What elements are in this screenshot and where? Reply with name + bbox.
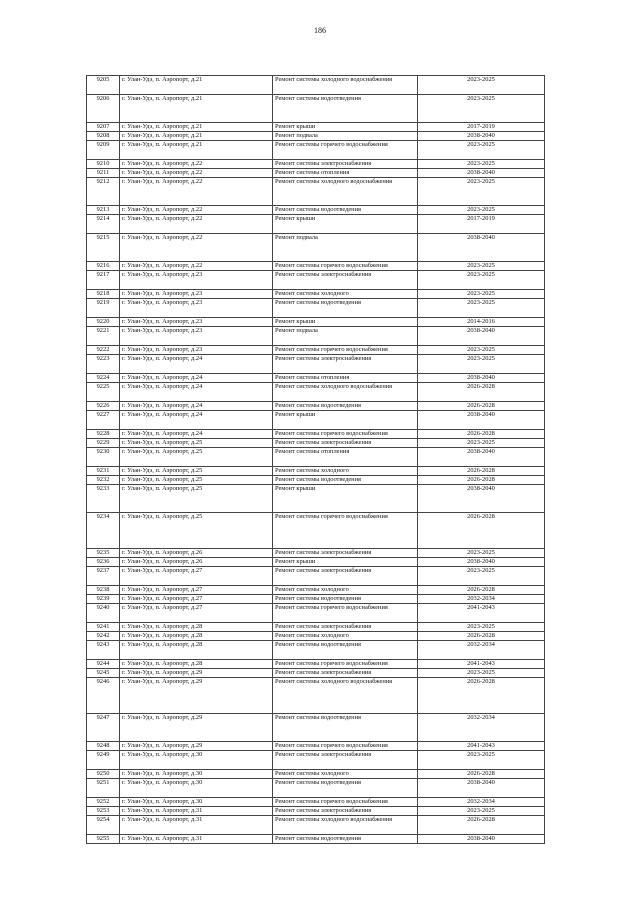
row-address: г. Улан-Удэ, п. Аэропорт, д.22 <box>120 178 273 206</box>
row-work-type: Ремонт системы холодного водоснабжения <box>273 383 418 402</box>
row-address: г. Улан-Удэ, п. Аэропорт, д.24 <box>120 374 273 383</box>
row-period: 2023-2025 <box>418 355 545 374</box>
row-address: г. Улан-Удэ, п. Аэропорт, д.22 <box>120 169 273 178</box>
row-work-type: Ремонт системы горячего водоснабжения <box>273 262 418 271</box>
row-address: г. Улан-Удэ, п. Аэропорт, д.25 <box>120 476 273 485</box>
row-address: г. Улан-Удэ, п. Аэропорт, д.22 <box>120 215 273 234</box>
row-work-type: Ремонт системы холодного водоснабжения <box>273 178 418 206</box>
row-number: 9213 <box>87 206 120 215</box>
row-period: 2023-2025 <box>418 751 545 770</box>
row-work-type: Ремонт системы водоотведения <box>273 95 418 123</box>
row-period: 2023-2025 <box>418 567 545 586</box>
row-work-type: Ремонт системы водоотведения <box>273 206 418 215</box>
row-address: г. Улан-Удэ, п. Аэропорт, д.25 <box>120 513 273 549</box>
row-work-type: Ремонт системы водоотведения <box>273 779 418 798</box>
row-number: 9239 <box>87 595 120 604</box>
row-address: г. Улан-Удэ, п. Аэропорт, д.25 <box>120 485 273 513</box>
row-number: 9223 <box>87 355 120 374</box>
table-row <box>87 816 545 835</box>
table-row <box>87 160 545 169</box>
row-period: 2038-2040 <box>418 835 545 844</box>
row-period: 2023-2025 <box>418 178 545 206</box>
table-row <box>87 632 545 641</box>
row-work-type: Ремонт системы горячего водоснабжения <box>273 513 418 549</box>
table-row <box>87 714 545 742</box>
row-number: 9214 <box>87 215 120 234</box>
row-address: г. Улан-Удэ, п. Аэропорт, д.27 <box>120 586 273 595</box>
table-row <box>87 346 545 355</box>
row-address: г. Улан-Удэ, п. Аэропорт, д.26 <box>120 558 273 567</box>
row-period: 2026-2028 <box>418 770 545 779</box>
row-address: г. Улан-Удэ, п. Аэропорт, д.21 <box>120 95 273 123</box>
row-number: 9216 <box>87 262 120 271</box>
row-work-type: Ремонт системы электроснабжения <box>273 669 418 678</box>
row-address: г. Улан-Удэ, п. Аэропорт, д.23 <box>120 271 273 290</box>
row-period: 2026-2028 <box>418 816 545 835</box>
row-address: г. Улан-Удэ, п. Аэропорт, д.27 <box>120 595 273 604</box>
row-work-type: Ремонт системы электроснабжения <box>273 355 418 374</box>
row-number: 9228 <box>87 430 120 439</box>
row-number: 9220 <box>87 318 120 327</box>
row-period: 2023-2025 <box>418 95 545 123</box>
table-row <box>87 476 545 485</box>
row-period: 2023-2025 <box>418 549 545 558</box>
row-work-type: Ремонт системы горячего водоснабжения <box>273 660 418 669</box>
row-work-type: Ремонт крыши <box>273 558 418 567</box>
row-work-type: Ремонт системы холодного <box>273 770 418 779</box>
row-number: 9218 <box>87 290 120 299</box>
row-number: 9229 <box>87 439 120 448</box>
table-row <box>87 807 545 816</box>
table-row <box>87 798 545 807</box>
table-row <box>87 485 545 513</box>
table-row <box>87 751 545 770</box>
row-work-type: Ремонт системы электроснабжения <box>273 807 418 816</box>
table-row <box>87 178 545 206</box>
row-number: 9227 <box>87 411 120 430</box>
row-number: 9209 <box>87 141 120 160</box>
row-work-type: Ремонт крыши <box>273 485 418 513</box>
table-row <box>87 234 545 262</box>
row-address: г. Улан-Удэ, п. Аэропорт, д.23 <box>120 327 273 346</box>
table-row <box>87 95 545 123</box>
table-row <box>87 402 545 411</box>
row-number: 9249 <box>87 751 120 770</box>
row-period: 2032-2034 <box>418 641 545 660</box>
row-period: 2017-2019 <box>418 215 545 234</box>
table-row <box>87 411 545 430</box>
row-work-type: Ремонт системы водоотведения <box>273 641 418 660</box>
table-row <box>87 779 545 798</box>
row-number: 9221 <box>87 327 120 346</box>
row-address: г. Улан-Удэ, п. Аэропорт, д.22 <box>120 160 273 169</box>
row-address: г. Улан-Удэ, п. Аэропорт, д.30 <box>120 751 273 770</box>
row-address: г. Улан-Удэ, п. Аэропорт, д.27 <box>120 567 273 586</box>
row-period: 2026-2028 <box>418 632 545 641</box>
row-number: 9254 <box>87 816 120 835</box>
row-work-type: Ремонт системы водоотведения <box>273 476 418 485</box>
row-period: 2038-2040 <box>418 779 545 798</box>
row-period: 2026-2028 <box>418 467 545 476</box>
row-work-type: Ремонт крыши <box>273 215 418 234</box>
row-number: 9240 <box>87 604 120 623</box>
row-work-type: Ремонт крыши <box>273 411 418 430</box>
row-work-type: Ремонт системы отопления <box>273 448 418 467</box>
row-number: 9245 <box>87 669 120 678</box>
row-address: г. Улан-Удэ, п. Аэропорт, д.30 <box>120 779 273 798</box>
row-number: 9224 <box>87 374 120 383</box>
row-work-type: Ремонт системы электроснабжения <box>273 567 418 586</box>
table-row <box>87 678 545 714</box>
row-work-type: Ремонт системы холодного <box>273 467 418 476</box>
table-row <box>87 215 545 234</box>
row-period: 2032-2034 <box>418 595 545 604</box>
row-address: г. Улан-Удэ, п. Аэропорт, д.29 <box>120 742 273 751</box>
row-period: 2023-2025 <box>418 262 545 271</box>
row-work-type: Ремонт системы холодного водоснабжения <box>273 816 418 835</box>
row-period: 2041-2043 <box>418 660 545 669</box>
row-number: 9248 <box>87 742 120 751</box>
row-period: 2023-2025 <box>418 206 545 215</box>
row-work-type: Ремонт системы горячего водоснабжения <box>273 604 418 623</box>
row-work-type: Ремонт системы горячего водоснабжения <box>273 141 418 160</box>
table-row <box>87 770 545 779</box>
row-work-type: Ремонт системы холодного водоснабжения <box>273 76 418 95</box>
row-number: 9246 <box>87 678 120 714</box>
row-address: г. Улан-Удэ, п. Аэропорт, д.23 <box>120 318 273 327</box>
row-number: 9250 <box>87 770 120 779</box>
row-period: 2038-2040 <box>418 169 545 178</box>
row-work-type: Ремонт системы горячего водоснабжения <box>273 430 418 439</box>
row-work-type: Ремонт системы электроснабжения <box>273 623 418 632</box>
table-row <box>87 206 545 215</box>
table-row <box>87 448 545 467</box>
row-period: 2026-2028 <box>418 476 545 485</box>
row-address: г. Улан-Удэ, п. Аэропорт, д.23 <box>120 290 273 299</box>
table-row <box>87 669 545 678</box>
row-address: г. Улан-Удэ, п. Аэропорт, д.24 <box>120 355 273 374</box>
row-number: 9226 <box>87 402 120 411</box>
table-row <box>87 439 545 448</box>
row-period: 2038-2040 <box>418 234 545 262</box>
row-number: 9236 <box>87 558 120 567</box>
row-address: г. Улан-Удэ, п. Аэропорт, д.22 <box>120 234 273 262</box>
row-address: г. Улан-Удэ, п. Аэропорт, д.28 <box>120 632 273 641</box>
row-address: г. Улан-Удэ, п. Аэропорт, д.29 <box>120 678 273 714</box>
table-row <box>87 595 545 604</box>
row-work-type: Ремонт системы электроснабжения <box>273 160 418 169</box>
table-row <box>87 318 545 327</box>
row-address: г. Улан-Удэ, п. Аэропорт, д.21 <box>120 76 273 95</box>
row-number: 9222 <box>87 346 120 355</box>
row-number: 9225 <box>87 383 120 402</box>
row-number: 9219 <box>87 299 120 318</box>
row-period: 2014-2016 <box>418 318 545 327</box>
row-work-type: Ремонт системы отопления <box>273 374 418 383</box>
row-address: г. Улан-Удэ, п. Аэропорт, д.24 <box>120 411 273 430</box>
row-work-type: Ремонт системы водоотведения <box>273 835 418 844</box>
row-number: 9255 <box>87 835 120 844</box>
row-number: 9238 <box>87 586 120 595</box>
table-row <box>87 169 545 178</box>
table-row <box>87 262 545 271</box>
row-number: 9235 <box>87 549 120 558</box>
table-row <box>87 467 545 476</box>
row-address: г. Улан-Удэ, п. Аэропорт, д.21 <box>120 132 273 141</box>
row-work-type: Ремонт системы водоотведения <box>273 402 418 411</box>
row-work-type: Ремонт системы электроснабжения <box>273 271 418 290</box>
row-address: г. Улан-Удэ, п. Аэропорт, д.25 <box>120 467 273 476</box>
row-number: 9230 <box>87 448 120 467</box>
table-row <box>87 604 545 623</box>
row-number: 9241 <box>87 623 120 632</box>
table-row <box>87 586 545 595</box>
row-number: 9243 <box>87 641 120 660</box>
table-row <box>87 513 545 549</box>
table-row <box>87 132 545 141</box>
table-row <box>87 835 545 844</box>
row-period: 2026-2028 <box>418 586 545 595</box>
table-row <box>87 430 545 439</box>
row-number: 9234 <box>87 513 120 549</box>
row-period: 2032-2034 <box>418 714 545 742</box>
table-row <box>87 271 545 290</box>
row-work-type: Ремонт системы отопления <box>273 169 418 178</box>
row-work-type: Ремонт крыши <box>273 318 418 327</box>
row-period: 2023-2025 <box>418 669 545 678</box>
row-period: 2026-2028 <box>418 383 545 402</box>
row-period: 2023-2025 <box>418 160 545 169</box>
row-address: г. Улан-Удэ, п. Аэропорт, д.29 <box>120 714 273 742</box>
table-row <box>87 660 545 669</box>
row-number: 9237 <box>87 567 120 586</box>
row-period: 2023-2025 <box>418 271 545 290</box>
table-row <box>87 123 545 132</box>
row-work-type: Ремонт системы горячего водоснабжения <box>273 742 418 751</box>
table-row <box>87 383 545 402</box>
row-address: г. Улан-Удэ, п. Аэропорт, д.22 <box>120 206 273 215</box>
row-number: 9207 <box>87 123 120 132</box>
row-work-type: Ремонт подвала <box>273 327 418 346</box>
row-work-type: Ремонт подвала <box>273 132 418 141</box>
row-period: 2038-2040 <box>418 132 545 141</box>
row-work-type: Ремонт системы холодного водоснабжения <box>273 678 418 714</box>
row-address: г. Улан-Удэ, п. Аэропорт, д.30 <box>120 770 273 779</box>
row-work-type: Ремонт системы электроснабжения <box>273 439 418 448</box>
row-number: 9217 <box>87 271 120 290</box>
row-work-type: Ремонт системы электроснабжения <box>273 751 418 770</box>
row-number: 9252 <box>87 798 120 807</box>
repair-schedule-table <box>86 75 545 844</box>
row-number: 9233 <box>87 485 120 513</box>
row-number: 9231 <box>87 467 120 476</box>
row-period: 2038-2040 <box>418 558 545 567</box>
row-period: 2041-2043 <box>418 742 545 751</box>
row-period: 2041-2043 <box>418 604 545 623</box>
row-address: г. Улан-Удэ, п. Аэропорт, д.22 <box>120 262 273 271</box>
row-work-type: Ремонт системы водоотведения <box>273 299 418 318</box>
row-address: г. Улан-Удэ, п. Аэропорт, д.25 <box>120 448 273 467</box>
row-number: 9212 <box>87 178 120 206</box>
row-work-type: Ремонт системы холодного <box>273 290 418 299</box>
row-number: 9247 <box>87 714 120 742</box>
row-period: 2026-2028 <box>418 678 545 714</box>
row-period: 2038-2040 <box>418 327 545 346</box>
row-period: 2038-2040 <box>418 374 545 383</box>
row-address: г. Улан-Удэ, п. Аэропорт, д.24 <box>120 402 273 411</box>
page-number: 186 <box>314 26 326 35</box>
row-period: 2023-2025 <box>418 807 545 816</box>
row-address: г. Улан-Удэ, п. Аэропорт, д.28 <box>120 623 273 632</box>
table-row <box>87 290 545 299</box>
row-period: 2023-2025 <box>418 299 545 318</box>
row-address: г. Улан-Удэ, п. Аэропорт, д.21 <box>120 141 273 160</box>
row-work-type: Ремонт системы холодного <box>273 586 418 595</box>
row-period: 2032-2034 <box>418 798 545 807</box>
row-number: 9206 <box>87 95 120 123</box>
row-number: 9244 <box>87 660 120 669</box>
table-row <box>87 374 545 383</box>
table-body <box>87 76 545 844</box>
row-address: г. Улан-Удэ, п. Аэропорт, д.21 <box>120 123 273 132</box>
row-number: 9211 <box>87 169 120 178</box>
table-row <box>87 327 545 346</box>
row-number: 9205 <box>87 76 120 95</box>
row-address: г. Улан-Удэ, п. Аэропорт, д.27 <box>120 604 273 623</box>
row-period: 2026-2028 <box>418 430 545 439</box>
table-row <box>87 299 545 318</box>
row-number: 9210 <box>87 160 120 169</box>
row-address: г. Улан-Удэ, п. Аэропорт, д.24 <box>120 430 273 439</box>
row-period: 2023-2025 <box>418 623 545 632</box>
row-period: 2026-2028 <box>418 402 545 411</box>
table-row <box>87 76 545 95</box>
row-work-type: Ремонт системы горячего водоснабжения <box>273 798 418 807</box>
row-period: 2023-2025 <box>418 439 545 448</box>
table-row <box>87 623 545 632</box>
row-work-type: Ремонт крыши <box>273 123 418 132</box>
row-work-type: Ремонт подвала <box>273 234 418 262</box>
row-address: г. Улан-Удэ, п. Аэропорт, д.30 <box>120 798 273 807</box>
row-address: г. Улан-Удэ, п. Аэропорт, д.31 <box>120 835 273 844</box>
row-address: г. Улан-Удэ, п. Аэропорт, д.29 <box>120 669 273 678</box>
table-row <box>87 742 545 751</box>
row-period: 2026-2028 <box>418 513 545 549</box>
row-number: 9215 <box>87 234 120 262</box>
row-period: 2023-2025 <box>418 76 545 95</box>
row-period: 2038-2040 <box>418 448 545 467</box>
row-number: 9208 <box>87 132 120 141</box>
row-work-type: Ремонт системы водоотведения <box>273 595 418 604</box>
row-work-type: Ремонт системы электроснабжения <box>273 549 418 558</box>
row-number: 9232 <box>87 476 120 485</box>
row-work-type: Ремонт системы горячего водоснабжения <box>273 346 418 355</box>
row-address: г. Улан-Удэ, п. Аэропорт, д.24 <box>120 383 273 402</box>
table-row <box>87 567 545 586</box>
row-address: г. Улан-Удэ, п. Аэропорт, д.23 <box>120 346 273 355</box>
row-address: г. Улан-Удэ, п. Аэропорт, д.31 <box>120 807 273 816</box>
table-row <box>87 549 545 558</box>
row-address: г. Улан-Удэ, п. Аэропорт, д.25 <box>120 439 273 448</box>
row-period: 2038-2040 <box>418 485 545 513</box>
row-address: г. Улан-Удэ, п. Аэропорт, д.23 <box>120 299 273 318</box>
table-row <box>87 558 545 567</box>
table-row <box>87 641 545 660</box>
row-period: 2023-2025 <box>418 346 545 355</box>
row-number: 9251 <box>87 779 120 798</box>
row-period: 2017-2019 <box>418 123 545 132</box>
row-address: г. Улан-Удэ, п. Аэропорт, д.26 <box>120 549 273 558</box>
row-period: 2023-2025 <box>418 290 545 299</box>
row-work-type: Ремонт системы холодного <box>273 632 418 641</box>
row-address: г. Улан-Удэ, п. Аэропорт, д.31 <box>120 816 273 835</box>
row-period: 2038-2040 <box>418 411 545 430</box>
table-row <box>87 355 545 374</box>
row-period: 2023-2025 <box>418 141 545 160</box>
row-address: г. Улан-Удэ, п. Аэропорт, д.28 <box>120 641 273 660</box>
row-number: 9242 <box>87 632 120 641</box>
row-address: г. Улан-Удэ, п. Аэропорт, д.28 <box>120 660 273 669</box>
row-number: 9253 <box>87 807 120 816</box>
table-row <box>87 141 545 160</box>
row-work-type: Ремонт системы водоотведения <box>273 714 418 742</box>
